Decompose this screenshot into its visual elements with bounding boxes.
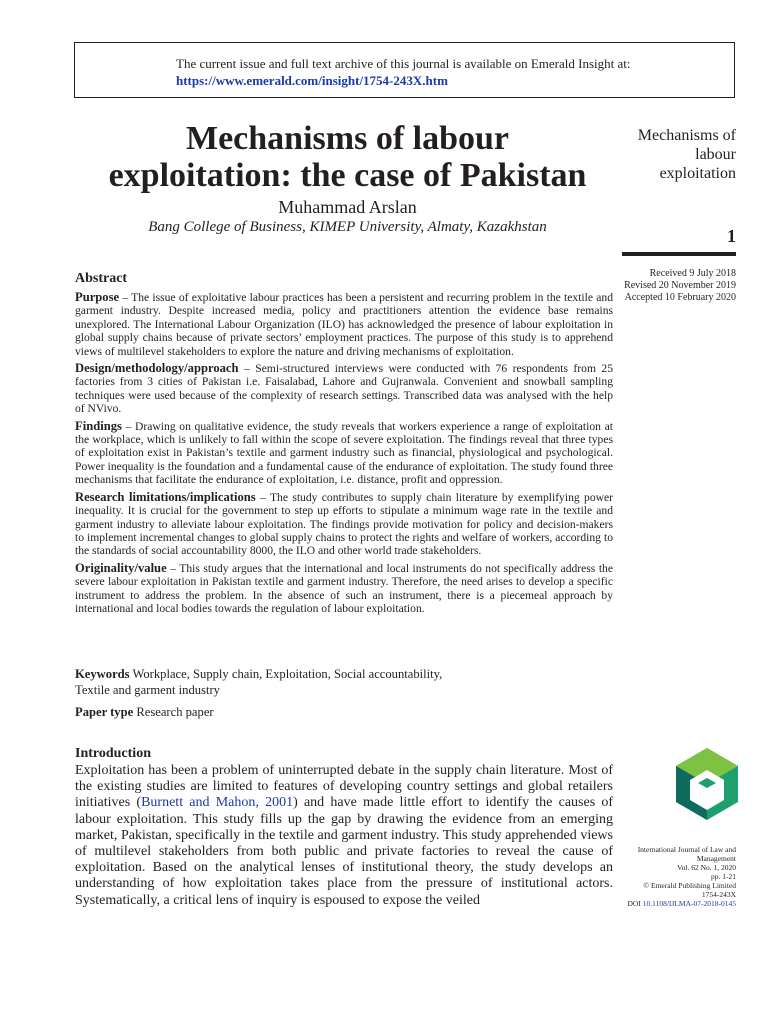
abstract-section-text: – Drawing on qualitative evidence, the study reveals that workers experience a range of exploitation at the workplace, which is unlikely to fall within the scope of severe exploitation. The findings reveal that three types of exploitation exist in Pakistan’s textile and garment industry such as financial, physiological and psychological. Power inequality is the foundation and a fundamental cause of the endurance of exploitation. The study found three mechanisms that facilitate the endurance of exploitation, i.e. distance, profit and oppression. [75, 419, 613, 487]
introduction-body [75, 763, 613, 909]
keywords [75, 666, 613, 698]
keywords-line-1: Workplace, Supply chain, Exploitation, Social accountability, [129, 667, 443, 681]
article-dates [610, 268, 736, 304]
journal-issn: 1754-243X [701, 890, 736, 899]
abstract-section-label: Originality/value [75, 560, 167, 575]
keywords-line-2: Textile and garment industry [75, 683, 220, 697]
author-affiliation: Bang College of Business, KIMEP University, Almaty, Kazakhstan [148, 219, 547, 235]
author-name: Muhammad Arslan [278, 197, 417, 217]
abstract-section-text: – This study argues that the international and local instruments do not specifically address the severe labour exploitation in Pakistan textile and garment industry. Therefore, the need arises to develop a specific instrument to address the problem. In the absence of such an instrument, there is a piecemeal approach by international and local bodies towards the regulation of labour exploitation. [75, 561, 613, 615]
abstract-section-text: – The study contributes to supply chain literature by exemplifying power inequality. It is crucial for the government to step up efforts to stipulate a minimum wage rate in the textile and garment industry to alleviate labour exploitation. The findings provide motivation for policy and decision-makers to implement incremental changes to global supply chains to protect the rights and welfare of workers, according to the standards of social accountability 8000, the ILO and other world trade stakeholders. [75, 490, 613, 558]
abstract-section-text: – The issue of exploitative labour practices has been a persistent and recurring problem in the textile and garment industry. Despite increased media, policy and practitioners attention the evidence base remains unexplored. The International Labour Organization (ILO) has acknowledged the presence of labour exploitation in global supply chains because of private sectors’ employment practices. The purpose of this study is to apprehend views of multilevel stakeholders to explore the nature and driving mechanisms of exploitation. [75, 291, 613, 358]
abstract-design [75, 362, 613, 416]
intro-text-2: ) and have made little effort to identify the causes of labour exploitation. This study fills up the gap by drawing the evidence from an emerging market, Pakistan, specifically in the textile and garment industry. This study apprehended views of multilevel stakeholders from both public and private factories to reveal the cause of exploitation. Based on the analytical lenses of institutional theory, the study develops an understanding of how exploitation takes place from the pressure of institutional actors. Systematically, a critical lens of inquiry is espoused to expose the veiled [75, 795, 614, 908]
sidebar-rule [622, 252, 736, 256]
running-head-line-3: exploitation [659, 165, 736, 182]
running-head-line-1: Mechanisms of [637, 127, 736, 144]
journal-name-2: Management [696, 854, 736, 863]
abstract-section-label: Findings [75, 418, 122, 433]
abstract-section-text: – Semi-structured interviews were conducted with 76 respondents from 25 factories from 3 cities of Pakistan i.e. Faisalabad, Lahore and Gujranwala. Convenient and snowball sampling techniques were used because of the complexity of research settings. Transcribed data was analysed with the help of NVivo. [75, 362, 613, 416]
journal-pages: pp. 1-21 [711, 872, 736, 881]
keywords-label: Keywords [75, 667, 130, 681]
running-head-line-2: labour [695, 146, 736, 163]
abstract-section-label: Research limitations/implications [75, 489, 256, 504]
paper-type-label: Paper type [75, 705, 134, 719]
journal-doi [610, 899, 736, 908]
accepted-date: Accepted 10 February 2020 [624, 292, 736, 303]
publisher-logo-icon [676, 748, 738, 820]
abstract-originality [75, 562, 613, 616]
running-head [610, 126, 736, 183]
journal-url-link[interactable]: https://www.emerald.com/insight/1754-243X.htm [176, 73, 448, 88]
doi-label: DOI [627, 899, 643, 908]
paper-type [75, 704, 613, 720]
citation-link[interactable]: Burnett and Mahon, 2001 [141, 795, 294, 811]
access-notice-text: The current issue and full text archive of this journal is available on Emerald Insight at: [176, 56, 631, 71]
abstract-body [75, 291, 613, 619]
doi-link[interactable]: 10.1108/IJLMA-07-2018-0145 [642, 899, 736, 908]
abstract-section-label: Purpose [75, 290, 120, 304]
abstract-limitations [75, 491, 613, 558]
title-line-1: Mechanisms of labour [186, 120, 509, 157]
abstract-section-label: Design/methodology/approach [75, 361, 239, 376]
journal-access-notice [176, 55, 631, 89]
abstract-findings [75, 420, 613, 487]
intro-text-1: Exploitation has been a problem of uninterrupted debate in the supply chain literature. Most of the existing studies are limited to features of developing country settings and global retailers initiatives ( [75, 763, 613, 811]
revised-date: Revised 20 November 2019 [624, 280, 736, 291]
title-line-2: exploitation: the case of Pakistan [108, 157, 587, 194]
article-title [75, 120, 620, 194]
abstract-purpose [75, 291, 613, 358]
introduction-heading: Introduction [75, 746, 151, 761]
journal-name-1: International Journal of Law and [637, 845, 736, 854]
page-number: 1 [727, 226, 736, 246]
received-date: Received 9 July 2018 [649, 268, 736, 279]
abstract-heading: Abstract [75, 271, 128, 286]
paper-type-value: Research paper [133, 705, 214, 719]
journal-publisher: © Emerald Publishing Limited [643, 881, 736, 890]
journal-volume: Vol. 62 No. 1, 2020 [677, 863, 736, 872]
journal-info [610, 845, 736, 908]
